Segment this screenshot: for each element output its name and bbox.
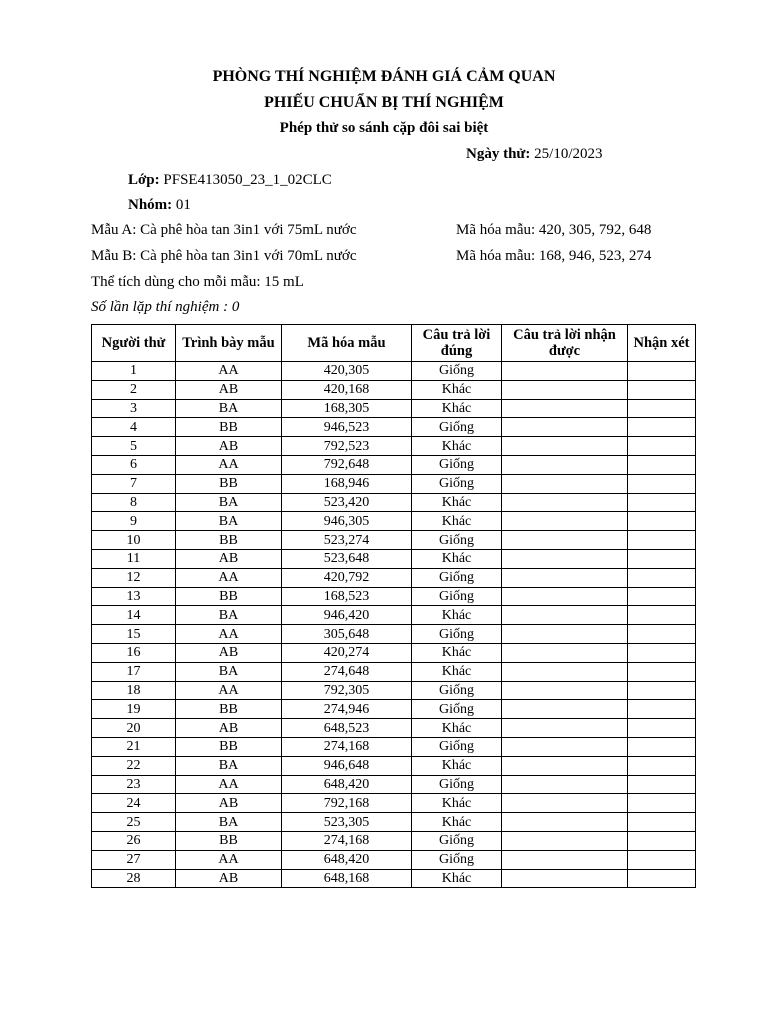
cell-received-answer [502,493,628,512]
cell-presentation: BA [176,512,282,531]
cell-correct-answer: Khác [412,643,502,662]
cell-received-answer [502,549,628,568]
cell-presentation: AA [176,850,282,869]
test-table [91,324,696,888]
cell-tester: 14 [92,606,176,625]
cell-received-answer [502,380,628,399]
cell-presentation: AA [176,362,282,381]
table-row [92,418,696,437]
cell-correct-answer: Giống [412,568,502,587]
cell-received-answer [502,662,628,681]
cell-presentation: AA [176,625,282,644]
table-row [92,813,696,832]
cell-tester: 6 [92,455,176,474]
table-row [92,549,696,568]
header-correct-answer: Câu trả lời đúng [412,325,502,362]
date-label: Ngày thử: [466,146,531,162]
cell-presentation: AB [176,719,282,738]
cell-received-answer [502,362,628,381]
cell-presentation: BB [176,474,282,493]
cell-tester: 11 [92,549,176,568]
cell-received-answer [502,756,628,775]
cell-correct-answer: Khác [412,380,502,399]
table-row [92,380,696,399]
cell-presentation: BB [176,418,282,437]
cell-received-answer [502,606,628,625]
cell-remark [628,662,696,681]
cell-remark [628,418,696,437]
cell-presentation: AB [176,794,282,813]
cell-sample-code: 274,168 [282,737,412,756]
table-row [92,474,696,493]
table-header-row [92,325,696,362]
cell-correct-answer: Khác [412,662,502,681]
cell-tester: 19 [92,700,176,719]
cell-remark [628,549,696,568]
header-tester: Người thử [92,325,176,362]
lab-title: PHÒNG THÍ NGHIỆM ĐÁNH GIÁ CẢM QUAN [212,68,556,85]
cell-sample-code: 648,420 [282,775,412,794]
cell-tester: 18 [92,681,176,700]
table-row [92,625,696,644]
cell-received-answer [502,531,628,550]
cell-presentation: BA [176,493,282,512]
cell-sample-code: 946,648 [282,756,412,775]
cell-correct-answer: Giống [412,850,502,869]
cell-tester: 13 [92,587,176,606]
cell-received-answer [502,775,628,794]
cell-tester: 4 [92,418,176,437]
class-info [128,172,332,189]
header-received-answer: Câu trả lời nhận được [502,325,628,362]
cell-received-answer [502,643,628,662]
cell-sample-code: 792,305 [282,681,412,700]
cell-correct-answer: Giống [412,681,502,700]
form-title: PHIẾU CHUẨN BỊ THÍ NGHIỆM [264,94,504,111]
date-value: 25/10/2023 [530,146,603,162]
cell-received-answer [502,437,628,456]
cell-remark [628,399,696,418]
cell-sample-code: 305,648 [282,625,412,644]
cell-tester: 17 [92,662,176,681]
cell-presentation: BA [176,756,282,775]
table-row [92,362,696,381]
cell-remark [628,681,696,700]
cell-tester: 2 [92,380,176,399]
cell-presentation: AA [176,775,282,794]
table-row [92,568,696,587]
header-sample-code: Mã hóa mẫu [282,325,412,362]
table-row [92,493,696,512]
class-value: PFSE413050_23_1_02CLC [159,172,332,188]
cell-remark [628,737,696,756]
cell-presentation: AB [176,643,282,662]
cell-presentation: AB [176,437,282,456]
cell-correct-answer: Khác [412,756,502,775]
cell-presentation: BB [176,737,282,756]
cell-presentation: AB [176,380,282,399]
cell-correct-answer: Khác [412,493,502,512]
cell-correct-answer: Khác [412,512,502,531]
cell-received-answer [502,737,628,756]
table-row [92,437,696,456]
cell-remark [628,831,696,850]
cell-sample-code: 523,648 [282,549,412,568]
table-row [92,512,696,531]
cell-sample-code: 420,274 [282,643,412,662]
cell-correct-answer: Giống [412,775,502,794]
cell-remark [628,700,696,719]
cell-tester: 25 [92,813,176,832]
table-row [92,606,696,625]
table-row [92,756,696,775]
cell-tester: 8 [92,493,176,512]
cell-received-answer [502,850,628,869]
cell-correct-answer: Giống [412,455,502,474]
cell-sample-code: 523,274 [282,531,412,550]
table-row [92,643,696,662]
table-row [92,850,696,869]
cell-remark [628,437,696,456]
cell-received-answer [502,831,628,850]
cell-tester: 1 [92,362,176,381]
cell-remark [628,606,696,625]
cell-received-answer [502,869,628,888]
cell-sample-code: 274,648 [282,662,412,681]
cell-sample-code: 946,420 [282,606,412,625]
repeat-count: Số lần lặp thí nghiệm : 0 [91,299,240,315]
cell-presentation: AB [176,549,282,568]
header-presentation: Trình bày mẫu [176,325,282,362]
cell-remark [628,794,696,813]
cell-correct-answer: Khác [412,794,502,813]
cell-sample-code: 946,305 [282,512,412,531]
table-row [92,775,696,794]
cell-remark [628,493,696,512]
cell-sample-code: 274,168 [282,831,412,850]
cell-remark [628,813,696,832]
cell-correct-answer: Giống [412,531,502,550]
cell-presentation: BA [176,662,282,681]
cell-presentation: AB [176,869,282,888]
cell-sample-code: 946,523 [282,418,412,437]
cell-remark [628,568,696,587]
cell-received-answer [502,587,628,606]
cell-tester: 28 [92,869,176,888]
cell-remark [628,455,696,474]
cell-received-answer [502,455,628,474]
cell-sample-code: 648,168 [282,869,412,888]
cell-sample-code: 168,946 [282,474,412,493]
cell-presentation: BA [176,813,282,832]
cell-remark [628,775,696,794]
cell-remark [628,625,696,644]
cell-sample-code: 792,168 [282,794,412,813]
cell-presentation: BA [176,399,282,418]
cell-received-answer [502,813,628,832]
cell-remark [628,756,696,775]
cell-correct-answer: Khác [412,399,502,418]
table-row [92,869,696,888]
cell-correct-answer: Khác [412,606,502,625]
cell-correct-answer: Khác [412,869,502,888]
cell-remark [628,380,696,399]
cell-tester: 5 [92,437,176,456]
cell-presentation: BB [176,531,282,550]
cell-correct-answer: Khác [412,549,502,568]
cell-correct-answer: Giống [412,737,502,756]
cell-tester: 24 [92,794,176,813]
group-info [128,197,191,214]
cell-correct-answer: Giống [412,625,502,644]
cell-sample-code: 420,792 [282,568,412,587]
cell-remark [628,643,696,662]
cell-received-answer [502,474,628,493]
cell-correct-answer: Giống [412,418,502,437]
cell-tester: 15 [92,625,176,644]
table-row [92,719,696,738]
cell-presentation: BA [176,606,282,625]
cell-correct-answer: Giống [412,474,502,493]
cell-sample-code: 648,420 [282,850,412,869]
table-row [92,681,696,700]
cell-correct-answer: Giống [412,362,502,381]
test-date [466,146,603,163]
cell-tester: 22 [92,756,176,775]
sample-b-codes: Mã hóa mẫu: 168, 946, 523, 274 [456,248,652,264]
cell-sample-code: 420,168 [282,380,412,399]
volume-info: Thể tích dùng cho mỗi mẫu: 15 mL [91,274,304,290]
cell-tester: 10 [92,531,176,550]
cell-remark [628,531,696,550]
cell-presentation: AA [176,568,282,587]
cell-tester: 27 [92,850,176,869]
test-subtitle: Phép thử so sánh cặp đôi sai biệt [279,120,489,136]
cell-remark [628,719,696,738]
cell-remark [628,474,696,493]
cell-sample-code: 792,648 [282,455,412,474]
cell-presentation: AA [176,455,282,474]
cell-sample-code: 523,420 [282,493,412,512]
cell-correct-answer: Giống [412,587,502,606]
cell-received-answer [502,719,628,738]
table-row [92,399,696,418]
cell-presentation: BB [176,700,282,719]
cell-received-answer [502,418,628,437]
cell-sample-code: 168,523 [282,587,412,606]
sample-a-desc: Mẫu A: Cà phê hòa tan 3in1 với 75mL nước [91,222,357,238]
cell-tester: 12 [92,568,176,587]
cell-remark [628,512,696,531]
table-row [92,831,696,850]
cell-tester: 9 [92,512,176,531]
sample-a-codes: Mã hóa mẫu: 420, 305, 792, 648 [456,222,652,238]
cell-presentation: BB [176,831,282,850]
group-value: 01 [172,197,191,213]
cell-correct-answer: Giống [412,700,502,719]
table-row [92,531,696,550]
cell-presentation: BB [176,587,282,606]
cell-received-answer [502,625,628,644]
cell-tester: 16 [92,643,176,662]
cell-presentation: AA [176,681,282,700]
cell-remark [628,362,696,381]
cell-received-answer [502,568,628,587]
group-label: Nhóm: [128,197,173,213]
cell-sample-code: 792,523 [282,437,412,456]
cell-received-answer [502,700,628,719]
cell-tester: 7 [92,474,176,493]
cell-remark [628,850,696,869]
header-remark: Nhận xét [628,325,696,362]
cell-received-answer [502,794,628,813]
cell-remark [628,587,696,606]
cell-tester: 26 [92,831,176,850]
cell-sample-code: 648,523 [282,719,412,738]
cell-sample-code: 274,946 [282,700,412,719]
table-row [92,455,696,474]
cell-received-answer [502,399,628,418]
table-body [92,362,696,888]
cell-received-answer [502,512,628,531]
table-row [92,662,696,681]
cell-sample-code: 523,305 [282,813,412,832]
class-label: Lớp: [128,172,160,188]
table-row [92,587,696,606]
cell-received-answer [502,681,628,700]
cell-correct-answer: Khác [412,813,502,832]
cell-correct-answer: Khác [412,437,502,456]
table-row [92,737,696,756]
cell-sample-code: 420,305 [282,362,412,381]
table-row [92,794,696,813]
cell-correct-answer: Khác [412,719,502,738]
cell-tester: 20 [92,719,176,738]
table-row [92,700,696,719]
cell-sample-code: 168,305 [282,399,412,418]
cell-tester: 23 [92,775,176,794]
cell-remark [628,869,696,888]
cell-tester: 3 [92,399,176,418]
cell-tester: 21 [92,737,176,756]
cell-correct-answer: Giống [412,831,502,850]
sample-b-desc: Mẫu B: Cà phê hòa tan 3in1 với 70mL nước [91,248,357,264]
